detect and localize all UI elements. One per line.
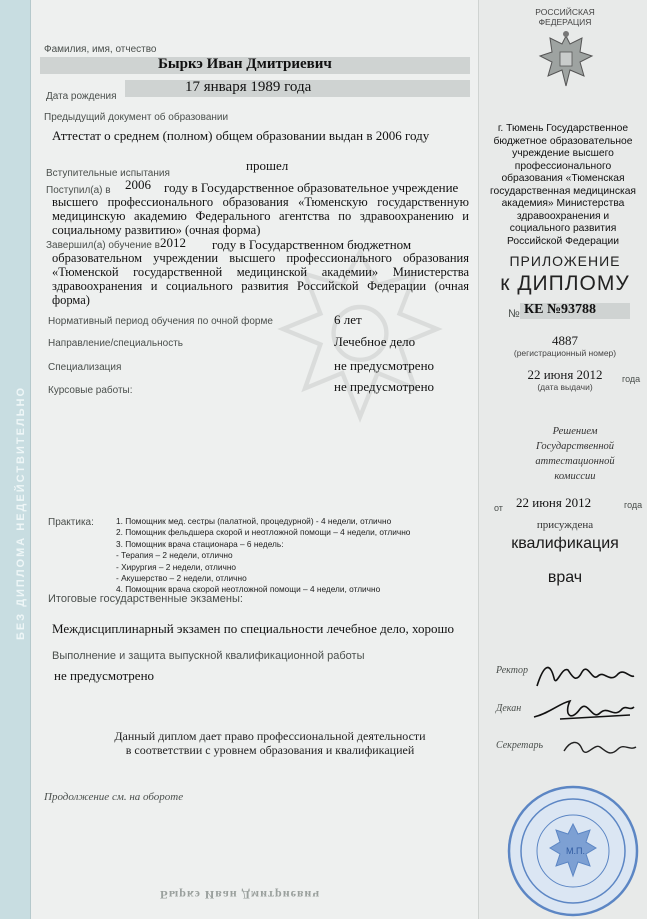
bleed-through-text: Быркэ Иван Дмитриевич (160, 888, 321, 902)
practice-item: 4. Помощник врача скорой неотложной помощи – 4 недели, отлично (116, 584, 381, 595)
rights-line: Данный диплом дает право профессиональной деятельности (114, 729, 426, 743)
detail-label: Курсовые работы: (48, 385, 133, 396)
awarded-text: присуждена (536, 519, 594, 531)
practice-list (116, 516, 436, 596)
secretary-label: Секретарь (496, 740, 544, 751)
detail-label: Нормативный период обучения по очной форме (48, 316, 273, 327)
practice-item: - Акушерство – 2 недели, отлично (116, 573, 247, 584)
country-line: ФЕДЕРАЦИЯ (538, 17, 592, 27)
dean-label: Декан (496, 703, 522, 714)
decision-date: 22 июня 2012 (516, 495, 592, 510)
exams-value: прошел (246, 158, 289, 173)
title-line2: к ДИПЛОМУ (500, 272, 630, 295)
diploma-number: КЕ №93788 (524, 302, 597, 317)
previous-doc-text: Аттестат о среднем (полном) общем образовании выдан в 2006 году (52, 128, 430, 143)
country-name (500, 7, 630, 27)
continuation-note: Продолжение см. на обороте (44, 791, 184, 803)
entered-label: Поступил(а) в (46, 185, 111, 196)
reg-number: 4887 (552, 333, 578, 348)
detail-value: не предусмотрено (334, 358, 435, 373)
practice-item: - Терапия – 2 недели, отлично (116, 550, 233, 561)
rector-signature-icon (532, 658, 637, 693)
issue-year-suffix: года (622, 374, 641, 384)
completed-text: образовательном учреждении высшего профессионального образования «Тюменской государственной медицинской академии» Министерства здравоохранения и социального развития Российской Федерации (очная форма) (52, 251, 469, 307)
exams-label: Вступительные испытания (46, 168, 170, 179)
final-exams-label: Итоговые государственные экзамены: (48, 593, 243, 605)
rector-label: Ректор (496, 665, 528, 676)
decision-year-suffix: года (624, 500, 643, 510)
qualification-value: врач (547, 569, 583, 586)
left-security-strip (0, 0, 31, 919)
number-prefix: № (508, 308, 520, 320)
coat-of-arms-icon (536, 30, 596, 92)
issue-label: (дата выдачи) (537, 382, 593, 392)
thesis-text: не предусмотрено (54, 668, 155, 683)
detail-value: Лечебное дело (334, 334, 416, 349)
detail-value: 6 лет (334, 312, 362, 327)
practice-item: 3. Помощник врача стационара – 6 недель: (116, 538, 284, 549)
previous-doc-label: Предыдущий документ об образовании (44, 112, 229, 123)
detail-label: Специализация (48, 362, 122, 373)
thesis-label: Выполнение и защита выпускной квалификационной работы (52, 650, 365, 662)
practice-item: 1. Помощник мед. сестры (палатной, процедурной) - 4 недели, отлично (116, 516, 392, 526)
entered-year: 2006 (125, 177, 151, 192)
dob-label: Дата рождения (46, 91, 117, 102)
detail-label: Направление/специальность (48, 338, 184, 349)
completed-year: 2012 (160, 235, 186, 250)
student-name: Быркэ Иван Дмитриевич (158, 56, 332, 72)
issue-date: 22 июня 2012 (527, 367, 603, 382)
rights-line: в соответствии с уровнем образования и квалификацией (125, 743, 415, 757)
institution-text: г. Тюмень Государственное бюджетное образовательное учреждение высшего профессионального образования «Тюменская государственная медицинская академия» Министерства здравоохранения и социального развития Российской Федерации (489, 123, 636, 247)
title-line1: ПРИЛОЖЕНИЕ (509, 253, 621, 269)
secretary-signature-icon (560, 733, 640, 763)
practice-item: 2. Помощник фельдшера скорой и неотложной помощи – 4 недели, отлично (116, 527, 411, 538)
final-exams-text: Междисциплинарный экзамен по специальности лечебное дело, хорошо (52, 621, 454, 636)
reg-label: (регистрационный номер) (513, 348, 617, 358)
panel-divider (478, 0, 479, 919)
qualification-label: квалификация (511, 535, 619, 552)
practice-label: Практика: (48, 517, 94, 528)
strip-text: БЕЗ ДИПЛОМА НЕДЕЙСТВИТЕЛЬНО (15, 385, 27, 640)
entered-text: высшего профессионального образования «Тюменскую государственную медицинскую академию Федерального агентства по здравоохранению и социальному развитию» (очная форма) (52, 195, 469, 237)
entered-line1: году в Государственное образовательное учреждение (164, 180, 459, 195)
seal-label: М.П. (566, 846, 585, 856)
decision-text: Решением Государственной аттестационной комиссии (535, 426, 615, 482)
rights-notice (60, 729, 480, 757)
completed-line1: году в Государственном бюджетном (212, 237, 412, 252)
dean-signature-icon (530, 695, 638, 730)
completed-label: Завершил(а) обучение в (46, 240, 160, 251)
practice-item: - Хирургия – 2 недели, отлично (116, 561, 237, 572)
decision-from: от (494, 503, 503, 513)
country-line: РОССИЙСКАЯ (535, 7, 595, 17)
name-label: Фамилия, имя, отчество (44, 44, 157, 55)
date-of-birth: 17 января 1989 года (185, 79, 312, 95)
detail-value: не предусмотрено (334, 379, 435, 394)
